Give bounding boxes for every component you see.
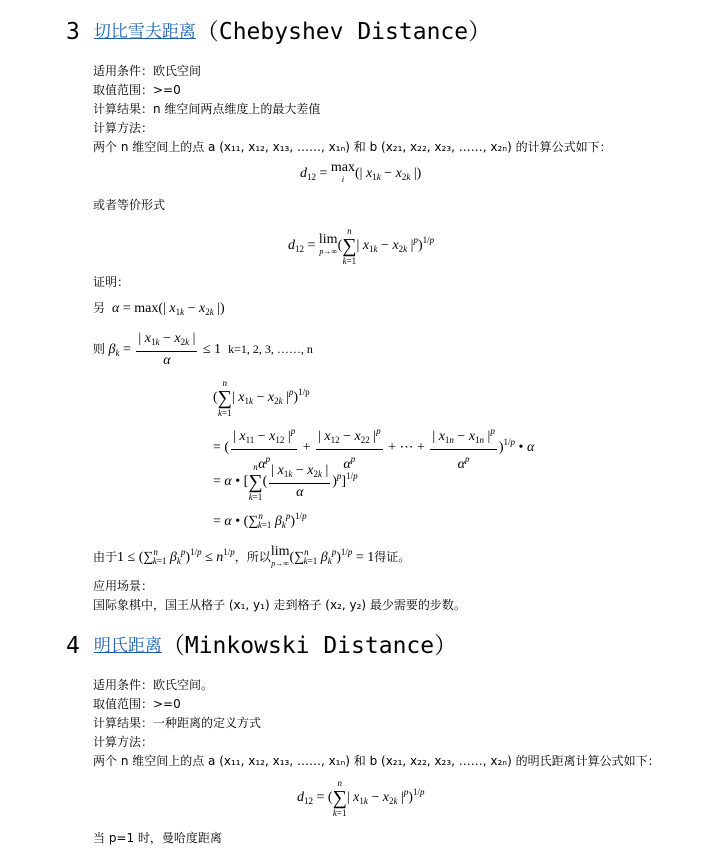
scenario-title: 应用场景： xyxy=(93,579,154,593)
conditions-text: 适用条件：欧氏空间 xyxy=(93,64,202,78)
minkowski-link[interactable]: 明氏距离 xyxy=(93,636,162,656)
so-mid: ，所以 xyxy=(234,550,271,564)
section-3-heading xyxy=(66,18,491,46)
intro-text: 两个 n 维空间上的点 a (x₁₁, x₁₂, x₁₃, ……, x₁ₙ) 和 b (x₂₁, x₂₂, x₂₃, ……, x₂ₙ) 的计算公式如下： xyxy=(93,140,612,154)
method-text: 计算方法： xyxy=(93,735,154,749)
section-number: 4 xyxy=(66,633,80,659)
result-text: 计算结果：n 维空间两点维度上的最大差值 xyxy=(93,102,321,116)
equivalent-form-text: 或者等价形式 xyxy=(93,198,166,212)
method-text: 计算方法： xyxy=(93,121,154,135)
derivation-line-3: = α • [ n ∑ k=1 ( $\frac{| x_{1k} - x_{2k} |}{\alpha}$ )$^p$]$^{1/p}$ xyxy=(213,462,358,502)
section-title-english: （Chebyshev Distance） xyxy=(195,19,492,45)
result-text: 计算结果：一种距离的定义方式 xyxy=(93,716,262,730)
limit-form-formula: $d_{12} = \lim$ p→∞ ( n ∑ k=1 | $x_{1k} - x_{2k}$ $|^p)^{1/p}$ xyxy=(288,226,435,266)
then-prefix: 则 xyxy=(93,342,106,357)
chebyshev-formula: $d_{12} = \max$ i (| $x_{1k} - x_{2k}$ |) xyxy=(300,160,422,184)
section-4-heading xyxy=(66,632,457,660)
derivation-line-4: = α • (∑$^n_{k=1}$ $\beta_k^p)^{1/p}$ xyxy=(213,511,307,530)
intro-text: 两个 n 维空间上的点 a (x₁₁, x₁₂, x₁₃, ……, x₁ₙ) 和 b (x₂₁, x₂₂, x₂₃, ……, x₂ₙ) 的明氏距离计算公式如下： xyxy=(93,754,660,768)
conditions-text: 适用条件：欧氏空间。 xyxy=(93,678,214,692)
derivation-line-1: ( n ∑ k=1 | $x_{1k} - x_{2k}$ $|^p)^{1/p}$ xyxy=(213,378,310,418)
p1-text: 当 p=1 时，曼哈度距离 xyxy=(93,831,222,845)
let-prefix: 另 xyxy=(93,301,106,315)
beta-definition: 则 $\beta_k$ = $\frac{| x_{1k} - x_{2k} |}{\alpha}$ ≤ 1 k=1, 2, 3, ……, n xyxy=(93,331,313,368)
chebyshev-link[interactable]: 切比雪夫距离 xyxy=(93,22,196,42)
alpha-definition: 另 α = max(| $x_{1k} - x_{2k}$ |) xyxy=(93,301,225,317)
so-prefix: 由于 xyxy=(93,550,118,564)
section-title-english: （Minkowski Distance） xyxy=(161,633,458,659)
scenario-text: 国际象棋中，国王从格子 (x₁, y₁) 走到格子 (x₂, y₂) 最少需要的步数。 xyxy=(93,598,466,612)
k-range: k=1, 2, 3, ……, n xyxy=(228,342,313,357)
minkowski-formula: $d_{12}$ = ( n ∑ k=1 | $x_{1k} - x_{2k}$ $|^p)^{1/p}$ xyxy=(297,778,425,818)
derivation-line-2: = ( $\frac{| x_{11} - x_{12} |^p}{\alpha^p}$ + $\frac{| x_{12} - x_{22} |^p}{\alpha^p}$ + ⋯ + $\frac{| x_{1n} - x_{1n} |^p}{\alpha^p}$ )$^{1/p}$ • α xyxy=(213,422,534,474)
section-number: 3 xyxy=(66,19,80,45)
proof-label: 证明： xyxy=(93,275,130,289)
conclusion-line: 由于1 ≤ (∑$^n_{k=1}$ $\beta_k^p)^{1/p} \le n^{1/p}$，所以lim p→∞ (∑$^n_{k=1}$ $\beta_k^p)^{1/p} = 1$得证。 xyxy=(93,543,411,568)
so-suffix: 得证。 xyxy=(374,550,411,564)
range-text: 取值范围：>=0 xyxy=(93,83,181,97)
range-text: 取值范围：>=0 xyxy=(93,697,181,711)
